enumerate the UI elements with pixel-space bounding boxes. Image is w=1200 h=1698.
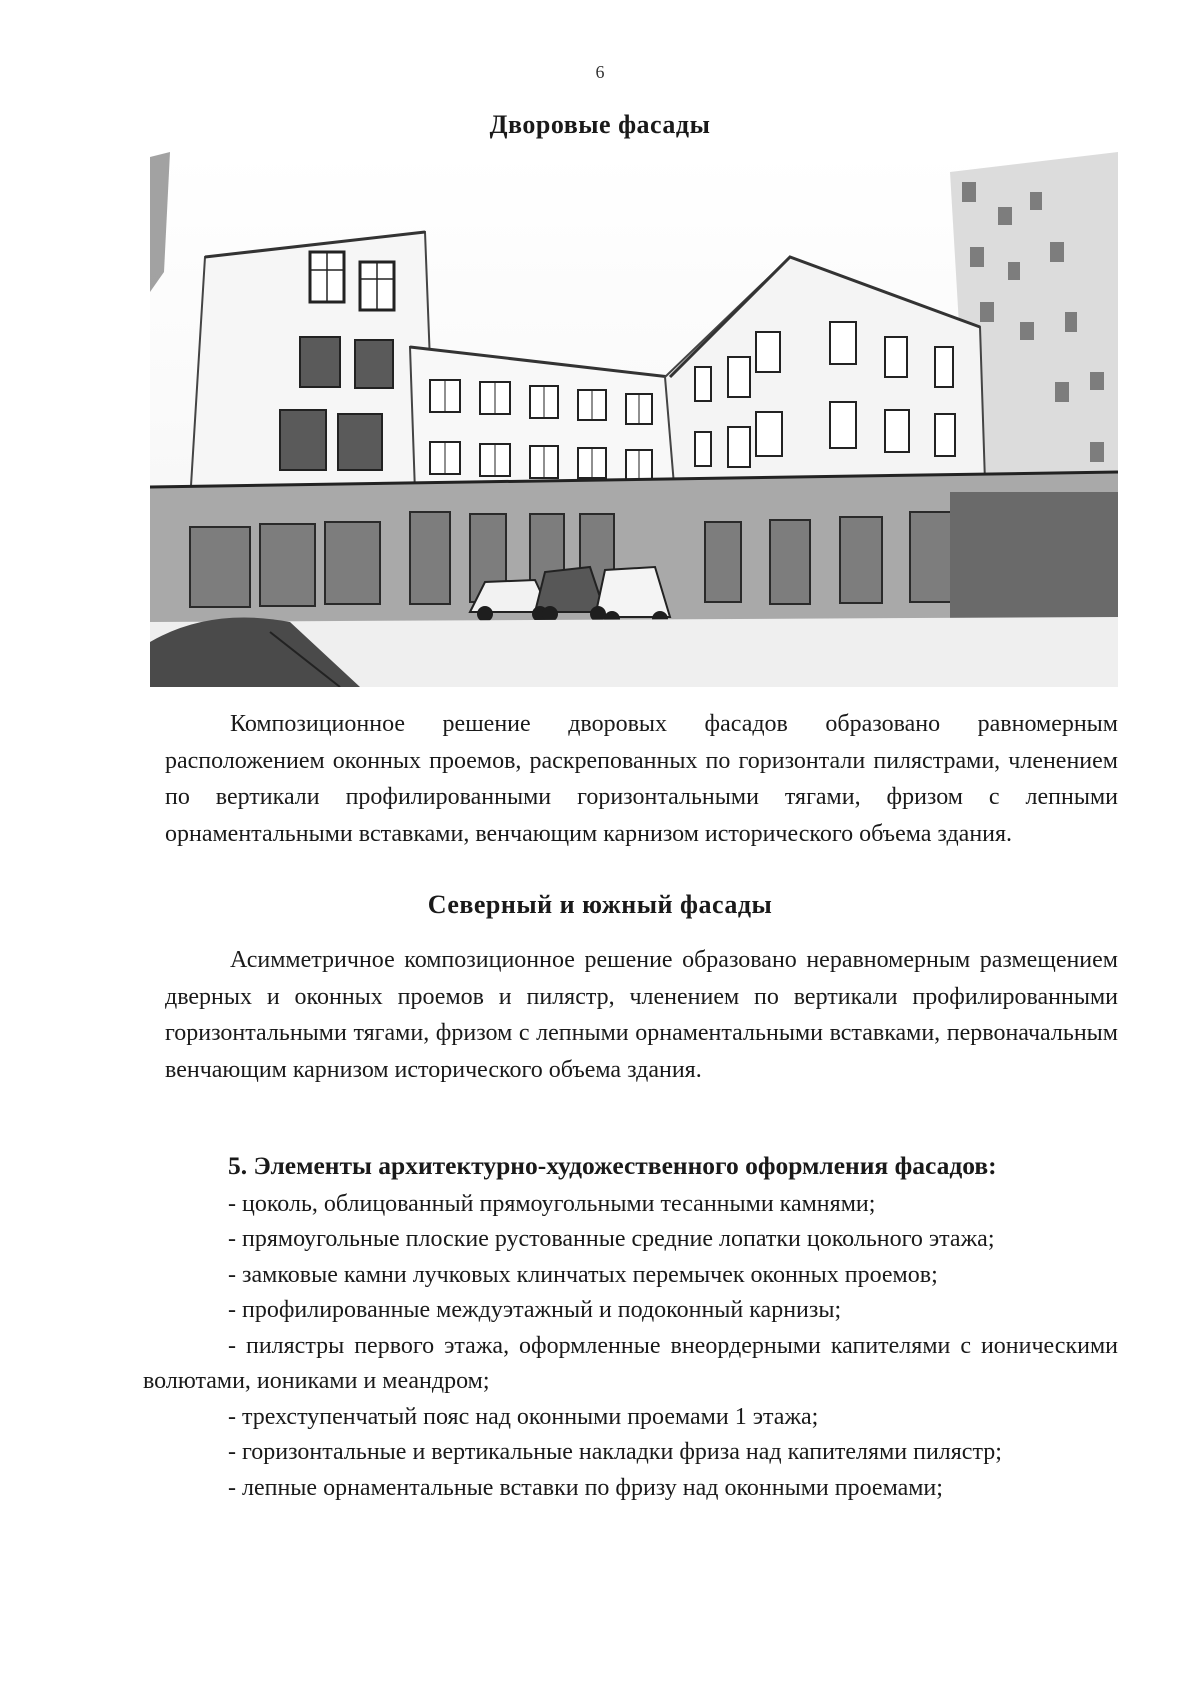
- courtyard-facades-description: [165, 706, 1118, 852]
- paragraph: Композиционное решение дворовых фасадов образовано равномерным расположением оконных проемов, раскрепованных по горизонтали пилястрами, членением по вертикали профилированными горизонтальными тягами, фризом с лепными орнаментальными вставками, венчающим карнизом исторического объема здания.: [165, 711, 1118, 847]
- north-south-facades-description: [165, 942, 1118, 1088]
- list-item: - замковые камни лучковых клинчатых перемычек оконных проемов;: [228, 1261, 938, 1288]
- list-item: - прямоугольные плоские рустованные средние лопатки цокольного этажа;: [228, 1226, 995, 1252]
- list-item: - профилированные междуэтажный и подоконный карнизы;: [228, 1297, 842, 1323]
- section-title-courtyard-facades: Дворовые фасады: [489, 110, 711, 139]
- list-item: - лепные орнаментальные вставки по фризу над оконными проемами;: [228, 1474, 943, 1501]
- list-item: - трехступенчатый пояс над оконными проемами 1 этажа;: [228, 1403, 819, 1430]
- list-item: - горизонтальные и вертикальные накладки фриза над капителями пилястр;: [228, 1439, 1002, 1465]
- courtyard-facades-photo: [150, 152, 1118, 687]
- section-heading-facade-elements: 5. Элементы архитектурно-художественного оформления фасадов:: [228, 1151, 997, 1180]
- list-item: - цоколь, облицованный прямоугольными тесанными камнями;: [228, 1190, 876, 1217]
- list-item: - пилястры первого этажа, оформленные внеордерными капителями с ионическими волютами, иониками и меандром;: [143, 1332, 1118, 1394]
- facade-elements-section: [143, 1148, 1118, 1506]
- page-number: 6: [595, 62, 605, 82]
- section-title-north-south-facades: Северный и южный фасады: [427, 890, 773, 919]
- paragraph: Асимметричное композиционное решение образовано неравномерным размещением дверных и оконных проемов и пилястр, членением по вертикали профилированными горизонтальными тягами, фризом с лепными орнаментальными вставками, первоначальным венчающим карнизом исторического объема здания.: [165, 947, 1118, 1083]
